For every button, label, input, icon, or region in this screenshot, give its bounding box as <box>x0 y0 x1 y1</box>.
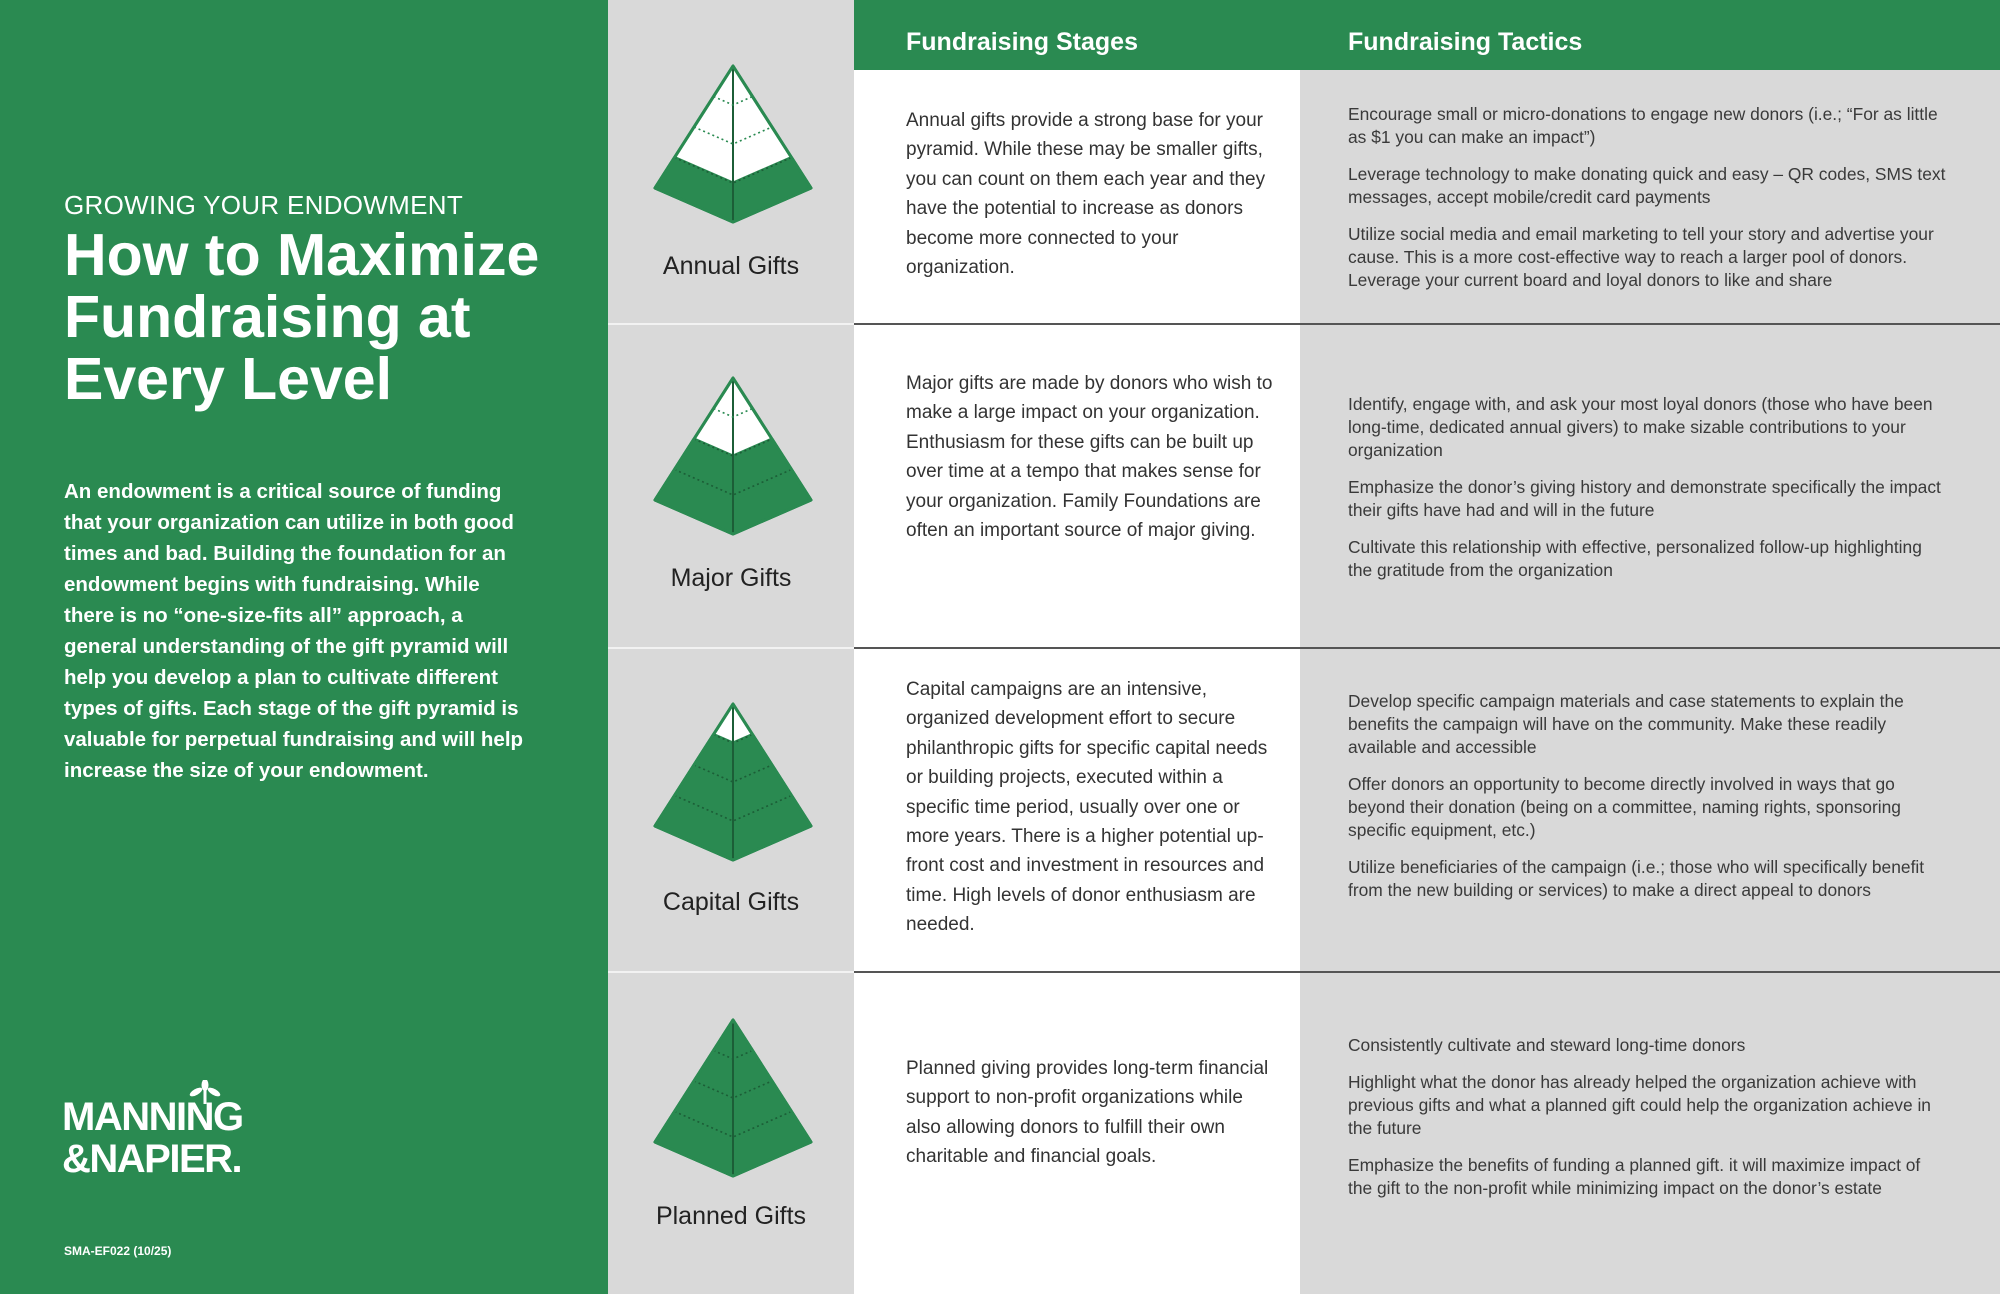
headline-line: How to Maximize <box>64 222 540 288</box>
pyramid-icon-capital <box>653 700 813 865</box>
intro-panel <box>0 0 608 1294</box>
logo-line-2: &NAPIER. <box>62 1137 242 1181</box>
pyramid-icon-planned <box>653 1016 813 1181</box>
headline-line: Every Level <box>64 346 393 412</box>
stage-description: Capital campaigns are an intensive, organized development effort to secure philanthropic gifts for specific capital needs or building projects, executed within a specific time period, usually over one or more years. There is a higher potential up-front cost and investment in resources and time. High levels of donor enthusiasm are needed. <box>906 679 1268 936</box>
tactic-item: Emphasize the donor’s giving history and demonstrate specifically the impact their gifts have had and will in the future <box>1348 477 1941 520</box>
tactics-cell-annual <box>1300 70 2000 324</box>
stage-cell-major <box>854 325 1300 647</box>
stage-label: Planned Gifts <box>655 1202 807 1230</box>
page-title <box>64 224 584 410</box>
pyramid-cell-capital <box>608 648 854 972</box>
document-code: SMA-EF022 (10/25) <box>64 1244 172 1258</box>
tactic-item: Highlight what the donor has already helped the organization achieve with previous gifts and what a planned gift could help the organization achieve in the future <box>1348 1072 1931 1138</box>
header-stages: Fundraising Stages <box>906 28 1138 56</box>
table-header <box>854 0 2000 70</box>
logo-line-1: MANNING <box>62 1095 243 1139</box>
tactics-list <box>1348 1034 1948 1214</box>
eyebrow-title: GROWING YOUR ENDOWMENT <box>64 190 463 220</box>
tactics-list <box>1348 393 1948 596</box>
stage-description: Planned giving provides long-term financial support to non-profit organizations while also allowing donors to fulfill their own charitable and financial goals. <box>906 1058 1269 1168</box>
stage-label: Capital Gifts <box>662 888 800 916</box>
stage-description: Annual gifts provide a strong base for your pyramid. While these may be smaller gifts, you can count on them each year and they have the potential to increase as donors become more connected to your organization. <box>906 110 1266 279</box>
stage-cell-planned <box>854 973 1300 1294</box>
pyramid-icon-annual <box>653 62 813 227</box>
tactic-item: Encourage small or micro-donations to engage new donors (i.e.; “For as little as $1 you can make an impact”) <box>1348 104 1938 147</box>
stage-label: Major Gifts <box>670 564 792 592</box>
stage-cell-annual <box>854 70 1300 324</box>
tactic-item: Utilize beneficiaries of the campaign (i.e.; those who will specifically benefit from the new building or services) to make a direct appeal to donors <box>1348 857 1925 900</box>
tactic-item: Consistently cultivate and steward long-time donors <box>1348 1035 1746 1055</box>
pyramid-cell-major <box>608 324 854 648</box>
pyramid-cell-planned <box>608 972 854 1294</box>
tactic-item: Offer donors an opportunity to become directly involved in ways that go beyond their donation (being on a committee, naming rights, sponsoring specific equipment, etc.) <box>1348 774 1901 840</box>
tactics-cell-planned <box>1300 973 2000 1294</box>
tactic-item: Identify, engage with, and ask your most loyal donors (those who have been long-time, dedicated annual givers) to make sizable contributions to your organization <box>1348 394 1933 460</box>
pyramid-cell-annual <box>608 0 854 324</box>
tactics-cell-capital <box>1300 649 2000 971</box>
stage-label: Annual Gifts <box>662 252 800 280</box>
tactic-item: Utilize social media and email marketing to tell your story and advertise your cause. This is a more cost-effective way to reach a larger pool of donors. Leverage your current board and loyal donors to like and share <box>1348 224 1934 290</box>
headline-line: Fundraising at <box>64 284 471 350</box>
header-tactics: Fundraising Tactics <box>1348 28 1583 56</box>
tactic-item: Develop specific campaign materials and case statements to explain the benefits the campaign will have on the community. Make these readily available and accessible <box>1348 691 1904 757</box>
tactic-item: Cultivate this relationship with effective, personalized follow-up highlighting the gratitude from the organization <box>1348 537 1922 580</box>
tactics-list <box>1348 103 1948 306</box>
pyramid-icon-major <box>653 374 813 539</box>
tactic-item: Emphasize the benefits of funding a planned gift. it will maximize impact of the gift to the non-profit while minimizing impact on the donor’s estate <box>1348 1155 1921 1198</box>
stage-cell-capital <box>854 649 1300 971</box>
sprig-icon <box>188 1080 222 1104</box>
tactics-list <box>1348 690 1948 916</box>
stage-description: Major gifts are made by donors who wish to make a large impact on your organization. Enthusiasm for these gifts can be built up over time at a tempo that makes sense for your organization. Family Foundations are often an important source of major giving. <box>906 373 1273 542</box>
tactic-item: Leverage technology to make donating quick and easy – QR codes, SMS text messages, accept mobile/credit card payments <box>1348 164 1946 207</box>
tactics-cell-major <box>1300 325 2000 647</box>
intro-paragraph: An endowment is a critical source of funding that your organization can utilize in both good times and bad. Building the foundation for an endowment begins with fundraising. While there is no “one-size-fits all” approach, a general understanding of the gift pyramid will help you develop a plan to cultivate different types of gifts. Each stage of the gift pyramid is valuable for perpetual fundraising and will help increase the size of your endowment. <box>64 480 524 782</box>
manning-napier-logo <box>62 1096 262 1196</box>
